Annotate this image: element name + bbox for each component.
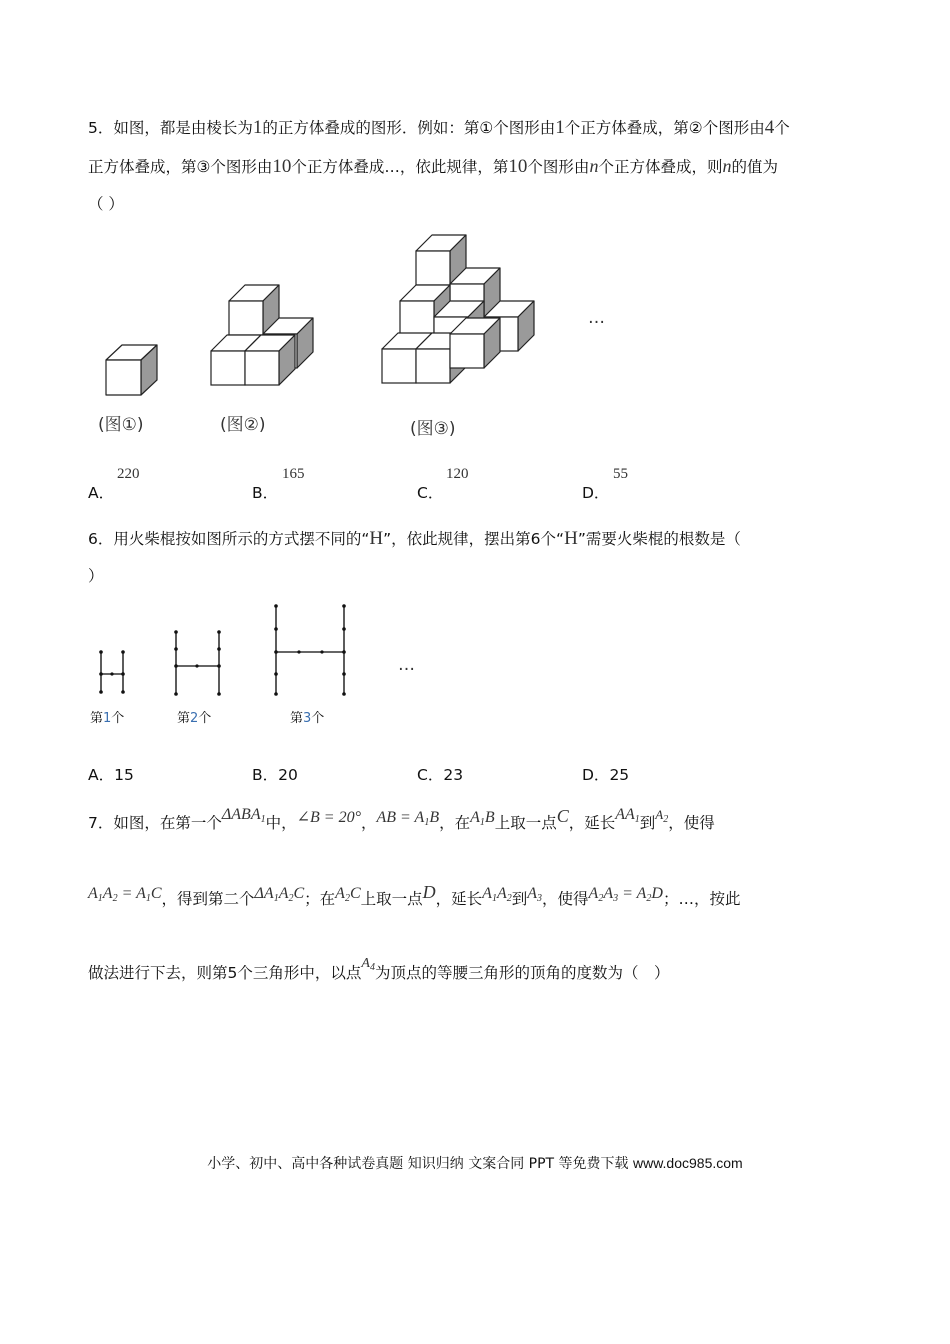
q5-figure-ellipsis: … — [588, 308, 605, 328]
q6-option-d[interactable]: D．25 — [582, 766, 630, 784]
q5-option-b-label[interactable]: B． — [252, 484, 279, 502]
cube-figure-3 — [380, 233, 540, 393]
q7-line-1: 7．如图，在第一个$\Delta ABA_1$中，∠B = 20°，AB = $A_1B$，在$A_1B$上取一点C，延长$AA_1$到$^{A_2}$，使得 — [88, 806, 715, 832]
q6-label-3: 第3个 — [290, 711, 325, 726]
match-h-figure-2 — [170, 628, 226, 698]
cube-figure-1 — [100, 340, 165, 400]
q6-option-b[interactable]: B．20 — [252, 766, 298, 784]
q6-option-c[interactable]: C．23 — [417, 766, 464, 784]
page-footer: 小学、初中、高中各种试卷真题 知识归纳 文案合同 PPT 等免费下载 www.doc985.com — [207, 1155, 743, 1172]
q6-label-1: 第1个 — [90, 711, 125, 726]
q7-line-2: $A_1A_2 = A_1C$，得到第二个$\Delta A_1A_2C$；在$A_2C$上取一点D，延长$A_1A_2$到$A_3$，使得$A_2A_3 = A_2D$；…，按此 — [88, 882, 741, 908]
q5-option-a-label[interactable]: A． — [88, 484, 115, 502]
q5-option-b-value: 165 — [282, 466, 305, 482]
q6-line-1: 6．用火柴棍按如图所示的方式摆不同的“H”，依此规律，摆出第6个“H”需要火柴棍的根数是（ — [88, 528, 741, 549]
q5-option-c-label[interactable]: C． — [417, 484, 444, 502]
q5-option-d-label[interactable]: D． — [582, 484, 610, 502]
q5-number: 5． — [88, 119, 114, 137]
q6-label-2: 第2个 — [177, 711, 212, 726]
q5-option-c-value: 120 — [446, 466, 469, 482]
q6-option-a[interactable]: A．15 — [88, 766, 134, 784]
q5-line-2: 正方体叠成，第③个图形由10个正方体叠成…，依此规律，第10个图形由n个正方体叠成，则n的值为 — [88, 156, 778, 177]
footer-url[interactable]: www.doc985.com — [632, 1155, 743, 1171]
q5-option-a-value: 220 — [117, 466, 140, 482]
match-h-figure-1 — [95, 648, 131, 696]
q5-option-d-value: 55 — [613, 466, 628, 482]
match-h-figure-3 — [270, 602, 352, 698]
q5-answer-paren: （ ） — [88, 195, 124, 213]
q7-line-3: 做法进行下去，则第5个三角形中，以点$A_4$为顶点的等腰三角形的顶角的度数为（ ） — [88, 956, 670, 982]
cube-figure-2 — [205, 283, 320, 393]
q5-caption-2: (图②) — [220, 415, 266, 435]
q5-line-1: 5．如图，都是由棱长为1的正方体叠成的图形．例如：第①个图形由1个正方体叠成，第②个图形由4个 — [88, 117, 790, 138]
q6-figure-ellipsis: … — [398, 655, 415, 675]
q5-caption-3: (图③) — [410, 419, 456, 439]
q6-answer-paren: ） — [88, 567, 104, 585]
q5-caption-1: (图①) — [98, 415, 144, 435]
